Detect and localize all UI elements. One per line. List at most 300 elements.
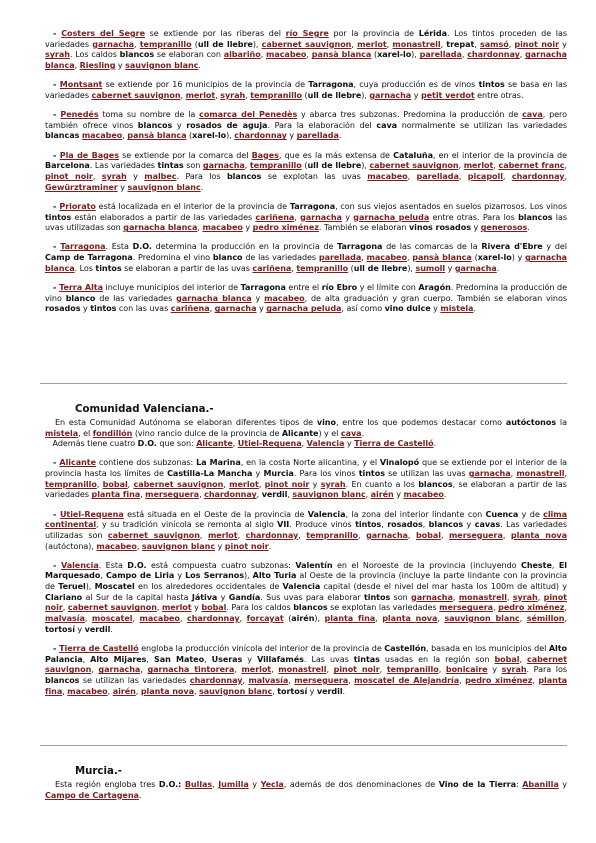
text-run: ,	[564, 614, 567, 624]
text-run: ,	[348, 675, 355, 685]
text-run: y	[307, 686, 317, 696]
text-run: ),	[252, 39, 262, 49]
text-run: ,	[272, 686, 278, 696]
text-run: se elaboran con	[154, 50, 224, 60]
link-garnacha[interactable]: garnacha	[468, 469, 511, 479]
link-chardonnay[interactable]: chardonnay	[189, 675, 243, 685]
text-run: . Los	[74, 263, 96, 273]
link-merlot[interactable]: merlot	[161, 603, 192, 613]
text-run: . Para los caldos	[226, 603, 294, 613]
bold-term: tintos	[478, 80, 505, 90]
link-bobal[interactable]: bobal	[201, 603, 227, 613]
link-sauvignon-blanc[interactable]: sauvignon blanc	[125, 60, 199, 70]
text-run: ),	[314, 614, 325, 624]
link-cava[interactable]: cava	[340, 428, 362, 438]
text-run: ,	[287, 490, 293, 500]
text-run: se basa en las variedades	[45, 80, 567, 100]
link-planta-fina[interactable]: planta fina	[324, 614, 376, 624]
link-chardonnay[interactable]: chardonnay	[186, 614, 240, 624]
bold-term: Lérida	[418, 29, 447, 38]
link-macabeo[interactable]: macabeo	[366, 253, 407, 263]
catalonia-do-list	[45, 29, 567, 315]
link-terra-alta[interactable]: Terra Alta	[59, 283, 103, 293]
text-run: (autóctona),	[45, 541, 97, 551]
bold-term: ull de llebre	[353, 263, 408, 273]
text-run: (	[283, 614, 292, 624]
link-parellada[interactable]: parellada	[416, 172, 459, 181]
link-chardonnay[interactable]: chardonnay	[511, 172, 565, 181]
link-chardonnay[interactable]: chardonnay	[245, 530, 299, 540]
section-divider	[40, 745, 567, 746]
link-bobal[interactable]: bobal	[415, 530, 441, 540]
text-run: ,	[437, 614, 445, 624]
bold-term: Cheste	[520, 560, 552, 570]
text-run: , entre los que podemos destacar como	[335, 418, 506, 427]
link-syrah[interactable]: syrah	[501, 665, 527, 675]
link-pinot-noir[interactable]: pinot noir	[514, 39, 559, 49]
link-garnacha-blanca[interactable]: garnacha blanca	[45, 50, 567, 70]
text-run: ,	[242, 675, 249, 685]
link-merlot[interactable]: merlot	[463, 161, 494, 171]
text-run: . Esta	[105, 242, 133, 252]
text-run: y	[430, 304, 441, 314]
link-garnacha-blanca[interactable]: garnacha blanca	[176, 293, 252, 303]
link-chardonnay[interactable]: chardonnay	[467, 50, 520, 60]
link-penedes[interactable]: Penedés	[60, 110, 99, 120]
link-macabeo[interactable]: macabeo	[67, 686, 108, 696]
link-cabernet-sauvignon[interactable]: cabernet sauvignon	[369, 161, 459, 171]
text-run: ,	[100, 571, 106, 581]
link-cabernet-sauvignon[interactable]: cabernet sauvignon	[107, 530, 200, 540]
link-planta-nova[interactable]: planta nova	[510, 530, 567, 540]
link-syrah[interactable]: syrah	[101, 172, 127, 181]
text-run: . Para los	[176, 172, 227, 181]
text-run: ,	[223, 479, 230, 489]
link-planta-fina[interactable]: planta fina	[91, 490, 141, 500]
link-sauvignon-blanc[interactable]: sauvignon blanc	[199, 686, 273, 696]
bold-term: Aragón	[418, 283, 451, 293]
text-run: ,	[127, 479, 134, 489]
link-tierra-de-castello[interactable]: Tierra de Castelló	[354, 439, 434, 449]
text-run: ),	[226, 131, 235, 141]
link-carinena[interactable]: cariñena	[252, 263, 292, 273]
bold-term: cava	[376, 120, 398, 130]
link-tempranillo[interactable]: tempranillo	[296, 263, 349, 273]
link-merlot[interactable]: merlot	[357, 39, 387, 49]
text-run: ,	[244, 161, 250, 171]
link-mistela[interactable]: mistela	[440, 304, 474, 314]
link-albarino[interactable]: albariño	[223, 50, 261, 60]
bold-term: Clariano	[45, 592, 83, 602]
do-paragraph	[45, 242, 567, 274]
text-run: .	[198, 60, 201, 70]
link-parellada[interactable]: parellada	[296, 131, 339, 141]
link-macabeo[interactable]: macabeo	[264, 293, 305, 303]
text-run: (	[191, 39, 198, 49]
link-garnacha-blanca[interactable]: garnacha blanca	[45, 253, 567, 273]
link-garnacha[interactable]: garnacha	[202, 161, 245, 171]
text-run: (	[471, 253, 478, 263]
bold-term: blancos	[137, 120, 173, 130]
section-divider	[40, 383, 567, 384]
link-tempranillo[interactable]: tempranillo	[249, 161, 302, 171]
bold-term: ull de llebre	[307, 90, 362, 100]
link-syrah[interactable]: syrah	[220, 90, 246, 100]
text-run: y	[286, 131, 297, 141]
text-run: y	[191, 603, 202, 613]
link-moscatel-de-alejandria[interactable]: moscatel de Alejandría	[354, 675, 460, 685]
text-run: ,	[209, 304, 215, 314]
text-run: , la zona del interior lindante con	[345, 509, 486, 519]
bold-term: tintos	[358, 469, 385, 479]
link-garnacha[interactable]: garnacha	[369, 90, 412, 100]
link-petit-verdot[interactable]: petit verdot	[420, 90, 475, 100]
link-sauvignon-blanc[interactable]: sauvignon blanc	[292, 490, 366, 500]
text-run: ,	[271, 665, 279, 675]
link-bages[interactable]: Bages	[251, 150, 279, 160]
text-run: y	[115, 60, 126, 70]
text-run: ,	[361, 253, 367, 263]
link-sauvignon-blanc[interactable]: sauvignon blanc	[127, 182, 201, 192]
bold-term: Alto Palancia	[45, 643, 568, 664]
link-malbec[interactable]: malbec	[144, 172, 177, 181]
link-monastrell[interactable]: monastrell	[458, 592, 507, 602]
text-run: ,	[564, 603, 567, 613]
link-merseguera[interactable]: merseguera	[439, 603, 494, 613]
bold-term: D.O.	[127, 560, 147, 570]
link-bullas[interactable]: Bullas	[184, 780, 213, 789]
link-tierra-de-castello[interactable]: Tierra de Castelló	[59, 643, 139, 653]
bold-term: tintos	[45, 212, 72, 222]
text-run: están elaborados a partir de las variedades	[71, 212, 256, 222]
link-sauvignon-blanc[interactable]: sauvignon blanc	[141, 541, 216, 551]
text-run: ,	[459, 675, 466, 685]
valencia-section	[45, 418, 567, 706]
link-yecla[interactable]: Yecla	[260, 780, 284, 789]
link-garnacha[interactable]: garnacha	[300, 212, 342, 222]
link-bobal[interactable]: bobal	[102, 479, 128, 489]
link-garnacha-tintorera[interactable]: garnacha tintorera	[147, 665, 235, 675]
text-run: ,	[92, 172, 102, 181]
text-run: ,	[193, 686, 199, 696]
do-paragraph	[45, 151, 567, 194]
bold-term: tintos	[355, 520, 382, 530]
link-sumoll[interactable]: sumoll	[415, 263, 446, 273]
link-pinot-noir[interactable]: pinot noir	[45, 592, 567, 613]
text-run: que se extiende por el interior de la provincia hasta los límites de	[45, 458, 568, 479]
link-jumilla[interactable]: Jumilla	[218, 780, 249, 789]
link-pedro-ximenez[interactable]: pedro ximénez	[498, 603, 565, 613]
bold-term: Valentín	[295, 560, 333, 570]
link-garnacha[interactable]: garnacha	[454, 263, 497, 273]
link-merseguera[interactable]: merseguera	[145, 490, 200, 500]
bold-term: xarel-lo	[477, 253, 512, 263]
text-run: .	[342, 686, 346, 696]
link-samso[interactable]: samsó	[480, 39, 509, 49]
text-run: , con sus viejos asentados en suelos pizarrosos. Los vinos	[335, 201, 567, 211]
link-macabeo[interactable]: macabeo	[367, 172, 408, 181]
link-pansa-blanca[interactable]: pansà blanca	[412, 253, 472, 263]
text-run: ,	[134, 39, 140, 49]
text-run: , se elaboran a partir de las variedades	[45, 479, 567, 500]
text-run: ,	[140, 490, 146, 500]
text-run: ,	[91, 665, 99, 675]
link-alicante[interactable]: Alicante	[59, 458, 96, 468]
bold-term: vino dulce	[384, 304, 431, 314]
link-rio-segre[interactable]: río Segre	[285, 29, 329, 38]
link-sauvignon-blanc[interactable]: sauvignon blanc	[444, 614, 520, 624]
text-run: , cuya producción es de vinos	[353, 80, 479, 90]
text-run: ,	[215, 90, 221, 100]
link-tarragona[interactable]: Tarragona	[60, 242, 106, 252]
link-tempranillo[interactable]: tempranillo	[306, 530, 359, 540]
link-planta-nova[interactable]: planta nova	[140, 686, 194, 696]
link-carinena[interactable]: cariñena	[170, 304, 210, 314]
text-run: ,	[407, 172, 417, 181]
text-run: ,	[519, 654, 527, 664]
link-tempranillo[interactable]: tempranillo	[250, 90, 303, 100]
link-planta-nova[interactable]: planta nova	[382, 614, 438, 624]
link-pinot-noir[interactable]: pinot noir	[333, 665, 380, 675]
bold-term: Tarragona	[337, 242, 383, 252]
text-run: en el Noroeste de la provincia (incluyendo	[332, 560, 521, 570]
text-run: y	[411, 90, 421, 100]
text-run: ,	[288, 675, 295, 685]
text-run: , basada en los municipios del	[426, 643, 549, 653]
text-run: ,	[199, 490, 205, 500]
bold-term: Murcia	[263, 469, 294, 479]
text-run: ,	[386, 39, 393, 49]
link-macabeo[interactable]: macabeo	[81, 131, 123, 141]
link-garnacha-peluda[interactable]: garnacha peluda	[353, 212, 430, 222]
link-pinot-noir[interactable]: pinot noir	[45, 172, 93, 181]
link-parellada[interactable]: parellada	[318, 253, 362, 263]
link-forcayat[interactable]: forcayat	[246, 614, 284, 624]
link-pansa-blanca[interactable]: pansà blanca	[127, 131, 187, 141]
link-syrah[interactable]: syrah	[320, 479, 346, 489]
link-tempranillo[interactable]: tempranillo	[139, 39, 192, 49]
text-run: ,	[458, 172, 468, 181]
catalonia-section	[45, 29, 567, 324]
link-garnacha[interactable]: garnacha	[214, 304, 257, 314]
text-run: .	[496, 263, 500, 273]
text-run: . En cuanto a los	[345, 479, 419, 489]
text-run: y	[248, 780, 261, 789]
link-cabernet-sauvignon[interactable]: cabernet sauvignon	[45, 654, 568, 675]
link-cabernet-sauvignon[interactable]: cabernet sauvignon	[67, 603, 157, 613]
link-abanilla[interactable]: Abanilla	[522, 780, 559, 789]
link-merseguera[interactable]: merseguera	[448, 530, 503, 540]
text-run: ,	[294, 212, 301, 222]
bold-term: Campo de Liria	[105, 571, 175, 581]
link-bobal[interactable]: bobal	[494, 654, 520, 664]
link-fondillon[interactable]: fondillón	[92, 428, 133, 438]
text-run: se utilizan las variedades	[79, 675, 190, 685]
text-run: -	[53, 560, 61, 570]
link-alicante[interactable]: Alicante	[196, 439, 233, 449]
text-run: . Los tintos proceden de las variedades	[45, 29, 568, 49]
link-airen[interactable]: airén	[112, 686, 136, 696]
bold-term: D.O.	[132, 242, 152, 252]
link-merlot[interactable]: merlot	[241, 665, 272, 675]
bold-term: Teruel	[58, 582, 86, 592]
text-run: se utilizan las uvas	[384, 469, 469, 479]
text-run: ,	[122, 131, 128, 141]
link-syrah[interactable]: syrah	[512, 592, 538, 602]
link-garnacha[interactable]: garnacha	[98, 665, 141, 675]
text-run: capital (desde el nivel del mar hasta los 100m de altitud) y	[320, 582, 567, 592]
text-run: ,	[422, 520, 429, 530]
text-run: -	[53, 29, 62, 38]
text-run: y	[242, 223, 253, 233]
link-garnacha[interactable]: garnacha	[366, 530, 408, 540]
link-garnacha[interactable]: garnacha	[92, 39, 135, 49]
text-run: y	[558, 780, 567, 789]
link-cabernet-sauvignon[interactable]: cabernet sauvignon	[261, 39, 352, 49]
link-malvasia[interactable]: malvasía	[248, 675, 289, 685]
text-run: entre el	[285, 283, 322, 293]
text-run: determina la producción en la provincia de	[151, 242, 338, 252]
text-run: .	[110, 624, 113, 634]
text-run: las uvas utilizadas son	[45, 212, 567, 233]
link-chardonnay[interactable]: chardonnay	[204, 490, 257, 500]
link-merlot[interactable]: merlot	[185, 90, 216, 100]
link-semillon[interactable]: sémillon	[526, 614, 565, 624]
link-monastrell[interactable]: monastrell	[516, 469, 565, 479]
link-pla-de-bages[interactable]: Pla de Bages	[59, 150, 119, 160]
text-run: y del	[542, 242, 567, 252]
link-pansa-blanca[interactable]: pansà blanca	[311, 50, 372, 60]
text-run: ,	[551, 560, 559, 570]
link-tempranillo[interactable]: tempranillo	[386, 665, 439, 675]
link-parellada[interactable]: parellada	[419, 50, 462, 60]
link-merlot[interactable]: merlot	[229, 479, 259, 489]
text-run: la	[556, 418, 567, 427]
link-montsant[interactable]: Montsant	[59, 80, 103, 90]
link-priorato[interactable]: Priorato	[59, 201, 96, 211]
text-run: ,	[197, 223, 203, 233]
link-bonicaire[interactable]: bonicaire	[445, 665, 488, 675]
text-run: ,	[493, 603, 499, 613]
link-planta-fina[interactable]: planta fina	[45, 675, 567, 696]
link-pinot-noir[interactable]: pinot noir	[264, 479, 310, 489]
link-merlot[interactable]: merlot	[207, 530, 238, 540]
link-comarca-del-penedes[interactable]: comarca del Penedès	[199, 110, 298, 120]
link-costers-del-segre[interactable]: Costers del Segre	[61, 29, 145, 38]
link-cabernet-sauvignon[interactable]: cabernet sauvignon	[91, 90, 181, 100]
link-mistela[interactable]: mistela	[45, 428, 79, 438]
text-run: ,	[62, 686, 68, 696]
text-run: y	[80, 304, 91, 314]
link-merseguera[interactable]: merseguera	[294, 675, 349, 685]
link-gewurztraminer[interactable]: Gewürztraminer	[45, 182, 118, 192]
link-generosos[interactable]: generosos	[480, 223, 528, 233]
text-run: -	[53, 150, 60, 160]
text-run: y	[174, 571, 186, 581]
link-valencia[interactable]: Valencia	[60, 560, 99, 570]
text-run: ),	[85, 582, 95, 592]
text-run: ,	[440, 530, 449, 540]
text-run: Además tiene cuatro	[52, 439, 138, 449]
link-valencia[interactable]: Valencia	[306, 439, 345, 449]
bold-term: tintos	[90, 304, 117, 314]
text-run: (	[301, 161, 308, 171]
link-garnacha[interactable]: garnacha	[411, 592, 453, 602]
text-run: ,	[74, 60, 80, 70]
text-run: , de alta graduación y gran cuerpo. También se elaboran vinos	[304, 293, 567, 303]
do-paragraph	[45, 561, 567, 636]
bold-term: trepat	[446, 39, 475, 49]
link-monastrell[interactable]: monastrell	[278, 665, 327, 675]
text-run: ,	[406, 253, 413, 263]
link-cabernet-franc[interactable]: cabernet franc	[498, 161, 565, 171]
bold-term: airén	[291, 614, 315, 624]
text-run: ) y el	[318, 428, 341, 438]
link-tempranillo[interactable]: tempranillo	[45, 479, 97, 489]
text-run: ,	[379, 665, 387, 675]
link-malvasia[interactable]: malvasía	[45, 614, 85, 624]
link-airen[interactable]: airén	[370, 490, 394, 500]
text-run: (	[371, 50, 378, 60]
link-moscatel[interactable]: moscatel	[91, 614, 133, 624]
text-run: ,	[204, 654, 212, 664]
link-carinena[interactable]: cariñena	[255, 212, 295, 222]
bold-term: Rivera d'Ebre	[481, 242, 543, 252]
link-macabeo[interactable]: macabeo	[96, 541, 137, 551]
link-macabeo[interactable]: macabeo	[403, 490, 444, 500]
text-run: -	[53, 80, 60, 90]
link-utiel-requena[interactable]: Utiel-Requena	[59, 509, 124, 519]
text-run: ,	[510, 469, 517, 479]
link-utiel-requena[interactable]: Utiel-Requena	[237, 439, 302, 449]
link-pedro-ximenez[interactable]: pedro ximénez	[252, 223, 319, 233]
text-run: y abarca tres subzonas. Predomina la producción de	[297, 110, 523, 120]
link-clima-continental[interactable]: clima continental	[45, 509, 567, 530]
link-pedro-ximenez[interactable]: pedro ximénez	[465, 675, 533, 685]
link-garnacha-peluda[interactable]: garnacha peluda	[266, 304, 342, 314]
bold-term: tintos	[95, 263, 122, 273]
link-chardonnay[interactable]: chardonnay	[234, 131, 287, 141]
link-macabeo[interactable]: macabeo	[266, 50, 307, 60]
link-campo-de-cartagena[interactable]: Campo de Cartagena	[45, 790, 139, 800]
text-run: .	[443, 490, 447, 500]
link-macabeo[interactable]: macabeo	[139, 614, 180, 624]
link-cabernet-sauvignon[interactable]: cabernet sauvignon	[133, 479, 224, 489]
text-run: ,	[461, 50, 468, 60]
link-riesling[interactable]: Riesling	[79, 60, 116, 70]
link-cava[interactable]: cava	[522, 110, 543, 120]
link-monastrell[interactable]: monastrell	[392, 39, 441, 49]
link-picapoll[interactable]: picapoll	[467, 172, 503, 181]
text-run: ,	[96, 479, 103, 489]
text-run: y	[217, 592, 229, 602]
text-run: ,	[301, 439, 307, 449]
text-run: En esta Comunidad Autónoma se elaboran diferentes tipos de	[55, 418, 317, 427]
link-garnacha-blanca[interactable]: garnacha blanca	[123, 223, 198, 233]
bold-term: blanco	[212, 253, 243, 263]
bold-term: Camp de Tarragona	[45, 253, 133, 263]
text-run: y	[309, 479, 321, 489]
bold-term: tintas	[353, 654, 380, 664]
link-syrah[interactable]: syrah	[45, 50, 70, 60]
bold-term: Tarragona	[308, 80, 354, 90]
text-run: , y su tradición vinícola se remonta al siglo	[96, 520, 278, 530]
text-run: . Las variedades	[89, 161, 158, 171]
bold-term: Valencia	[307, 509, 346, 519]
text-run: se extiende por las riberas del	[144, 29, 286, 38]
link-pinot-noir[interactable]: pinot noir	[224, 541, 269, 551]
link-macabeo[interactable]: macabeo	[202, 223, 243, 233]
